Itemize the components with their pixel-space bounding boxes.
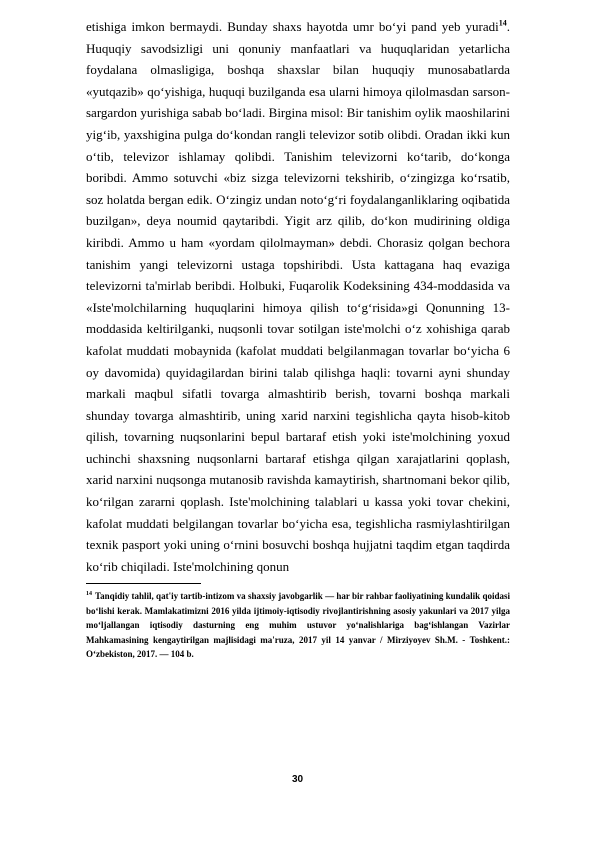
body-text-start: etishiga imkon bermaydi. Bunday shaxs hayotda umr bo‘yi pand yeb yuradi [86, 19, 499, 34]
body-text-continued: . Huquqiy savodsizligi uni qonuniy manfaatlari va huquqlaridan yetarlicha foydalana olmasligiga, boshqa shaxslar bilan huquqiy munosabatlarda «yutqazib» qo‘yishiga, huquqi buzilganda esa ularni himoya qilolmasdan sarson-sargardon yurishiga sabab bo‘ladi. Birgina misol: Bir tanishim oylik maoshilarini yig‘ib, yaxshigina pulga do‘kondan rangli televizor sotib olibdi. Oradan ikki kun o‘tib, televizor ishlamay qolibdi. Tanishim televizorni ko‘tarib, do‘konga boribdi. Ammo sotuvchi «biz sizga televizorni tekshirib, o‘zingizga ko‘rsatib, soz holatda bergan edik. O‘zingiz undan noto‘g‘ri foydalanganliklaring oqibatida buzilgan», deya noumid qaytaribdi. Yigit arz qilib, do‘kon mudirining oldiga kiribdi. Ammo u ham «yordam qilolmayman» debdi. Chorasiz qolgan bechora tanishim yangi televizorni ustaga topshiribdi. Usta kattagana haq evaziga televizorni ta'mirlab beribdi. Holbuki, Fuqarolik Kodeksining 434-moddasida va «Iste'molchilarning huquqlarini himoya qilish to‘g‘risida»gi Qonunning 13-moddasida keltirilganki, nuqsonli tovar sotilgan iste'molchi o‘z xohishiga qarab kafolat muddati mobaynida (kafolat muddati belgilanmagan tovarlar bo‘yicha 6 oy davomida) quyidagilardan birini talab qilishga haqli: tovarni ayni shunday markali maqbul sifatli tovarga almashtirib berish, tovarni boshqa markali shunday tovarga almashtirib, uning xarid narxini tegishlicha qayta hisob-kitob qilish, tovarning nuqsonlarini bepul bartaraf etish yoki iste'molchining yoxud uchinchi shaxsning nuqsonlarni bartaraf etishga qilgan xarajatlarini qoplash, xarid narxini nuqsonga mutanosib ravishda kamaytirish, shartnomani bekor qilib, ko‘rilgan zararni qoplash. Iste'molchining talablari u kassa yoki tovar chekini, kafolat muddati belgilangan tovarlar bo‘yicha esa, tegishlicha rasmiylashtirilgan texnik pasport yoki uning o‘rnini bosuvchi boshqa hujjatni taqdim etgan taqdirda ko‘rib chiqiladi. Iste'molchining qonun [86, 19, 510, 574]
footnote [86, 589, 510, 661]
footnote-text: Tanqidiy tahlil, qat'iy tartib-intizom va shaxsiy javobgarlik — har bir rahbar faoliyatining kundalik qoidasi bo‘lishi kerak. Mamlakatimizni 2016 yilda ijtimoiy-iqtisodiy rivojlantirishning asosiy yakunlari va 2017 yilga mo‘ljallangan iqtisodiy dasturning eng muhim ustuvor yo‘nalishlariga bag‘ishlangan Vazirlar Mahkamasining kengaytirilgan majlisidagi ma'ruza, 2017 yil 14 yanvar / Mirziyoyev Sh.M. - Toshkent.: O‘zbekiston, 2017. — 104 b. [86, 591, 510, 660]
page-number: 30 [291, 774, 304, 785]
footnote-number: 14 [86, 591, 92, 598]
document-page [86, 16, 510, 661]
body-paragraph [86, 16, 510, 577]
footnote-reference[interactable]: 14 [498, 18, 507, 28]
footnote-separator [86, 583, 201, 584]
